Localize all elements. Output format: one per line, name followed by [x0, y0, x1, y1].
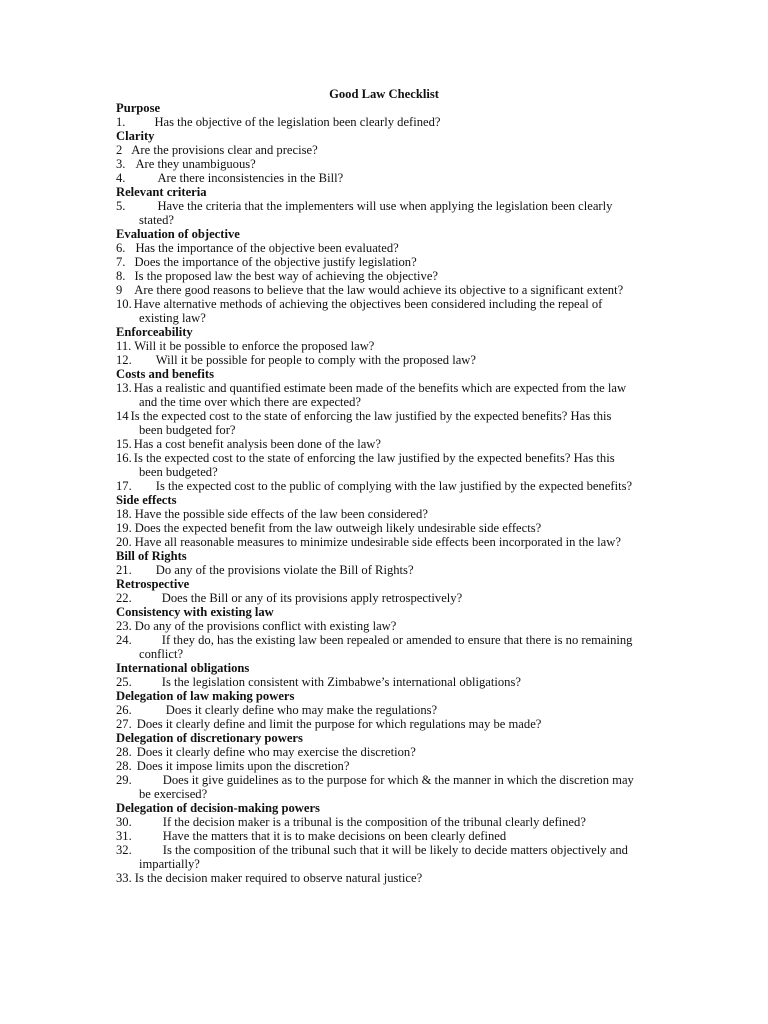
section-heading: Relevant criteria	[116, 185, 207, 199]
item-question: Are they unambiguous?	[135, 157, 256, 171]
item-number: 33.	[116, 871, 132, 885]
item-question: Does the importance of the objective justify legislation?	[134, 255, 417, 269]
item-number: 4.	[116, 171, 126, 185]
item-question: Have the possible side effects of the law been considered?	[134, 507, 428, 521]
section-heading: Costs and benefits	[116, 367, 214, 381]
item-number: 32.	[116, 843, 132, 857]
item-number: 17.	[116, 479, 132, 493]
checklist-item	[116, 507, 656, 521]
item-question: Does it impose limits upon the discretion?	[136, 759, 350, 773]
item-number: 20.	[116, 535, 132, 549]
checklist-item	[116, 535, 656, 549]
item-question: Is the expected cost to the state of enforcing the law justified by the expected benefits? Has this	[130, 409, 612, 423]
section-heading: International obligations	[116, 661, 250, 675]
item-question-continuation: be exercised?	[139, 787, 208, 801]
checklist-item	[116, 563, 656, 577]
checklist-item	[116, 703, 656, 717]
section-heading: Delegation of law making powers	[116, 689, 295, 703]
section-heading: Bill of Rights	[116, 549, 187, 563]
item-question: Does it give guidelines as to the purpose for which & the manner in which the discretion may	[162, 773, 634, 787]
item-question: Does the Bill or any of its provisions apply retrospectively?	[161, 591, 463, 605]
item-number: 1.	[116, 115, 126, 129]
item-number: 16.	[116, 451, 132, 465]
item-number: 11.	[116, 339, 132, 353]
item-number: 28.	[116, 745, 132, 759]
item-question: Do any of the provisions violate the Bill of Rights?	[155, 563, 414, 577]
item-question: Does the expected benefit from the law outweigh likely undesirable side effects?	[134, 521, 542, 535]
item-number: 2	[116, 143, 123, 157]
checklist-item	[116, 717, 656, 731]
item-question: Is the legislation consistent with Zimbabwe’s international obligations?	[161, 675, 521, 689]
section-heading: Retrospective	[116, 577, 190, 591]
checklist-item	[116, 829, 656, 843]
item-number: 25.	[116, 675, 132, 689]
section-heading: Evaluation of objective	[116, 227, 240, 241]
item-question: If they do, has the existing law been repealed or amended to ensure that there is no remaining	[161, 633, 633, 647]
checklist-item	[116, 339, 656, 353]
item-question-continuation: been budgeted for?	[139, 423, 236, 437]
checklist-item	[116, 255, 656, 269]
checklist-item	[116, 283, 656, 297]
checklist-item	[116, 619, 656, 633]
item-number: 24.	[116, 633, 132, 647]
checklist-item	[116, 521, 656, 535]
item-number: 9	[116, 283, 123, 297]
checklist-item	[116, 381, 656, 409]
section-heading: Purpose	[116, 101, 161, 115]
checklist-item	[116, 479, 656, 493]
checklist-item	[116, 759, 656, 773]
section-heading: Consistency with existing law	[116, 605, 274, 619]
item-question: Will it be possible for people to comply with the proposed law?	[155, 353, 476, 367]
item-number: 3.	[116, 157, 126, 171]
item-question: Is the expected cost to the public of complying with the law justified by the expected benefits?	[155, 479, 633, 493]
checklist-item	[116, 171, 656, 185]
section-heading: Clarity	[116, 129, 155, 143]
item-question: Is the expected cost to the state of enforcing the law justified by the expected benefits? Has this	[133, 451, 615, 465]
item-number: 19.	[116, 521, 132, 535]
checklist-item	[116, 451, 656, 479]
item-question-continuation: impartially?	[139, 857, 200, 871]
checklist-item	[116, 745, 656, 759]
checklist-body	[116, 101, 656, 885]
item-question: Are there inconsistencies in the Bill?	[157, 171, 344, 185]
section-heading: Enforceability	[116, 325, 193, 339]
item-question-continuation: and the time over which there are expected?	[139, 395, 362, 409]
checklist-item	[116, 843, 656, 871]
item-number: 26.	[116, 703, 132, 717]
item-question: Is the decision maker required to observe natural justice?	[134, 871, 423, 885]
item-number: 6.	[116, 241, 126, 255]
item-question-continuation: stated?	[139, 213, 174, 227]
checklist-item	[116, 353, 656, 367]
document-title: Good Law Checklist	[329, 87, 439, 101]
item-number: 5.	[116, 199, 126, 213]
item-number: 15.	[116, 437, 132, 451]
item-question: Has a realistic and quantified estimate been made of the benefits which are expected from the law	[133, 381, 627, 395]
item-question: Do any of the provisions conflict with existing law?	[134, 619, 397, 633]
checklist-item	[116, 269, 656, 283]
item-question-continuation: conflict?	[139, 647, 184, 661]
item-question: Is the composition of the tribunal such that it will be likely to decide matters objectively and	[162, 843, 628, 857]
checklist-item	[116, 871, 656, 885]
checklist-item	[116, 297, 656, 325]
item-question-continuation: existing law?	[139, 311, 206, 325]
item-question: Will it be possible to enforce the proposed law?	[134, 339, 375, 353]
checklist-item	[116, 773, 656, 801]
item-question: Has the objective of the legislation been clearly defined?	[154, 115, 441, 129]
item-question-continuation: been budgeted?	[139, 465, 218, 479]
item-question: Has the importance of the objective been evaluated?	[135, 241, 399, 255]
checklist-item	[116, 157, 656, 171]
item-question: Have the criteria that the implementers will use when applying the legislation been clearly	[157, 199, 613, 213]
section-heading: Delegation of decision-making powers	[116, 801, 320, 815]
item-question: Does it clearly define who may exercise the discretion?	[136, 745, 416, 759]
checklist-item	[116, 815, 656, 829]
item-question: Are the provisions clear and precise?	[131, 143, 318, 157]
item-question: Does it clearly define who may make the regulations?	[165, 703, 438, 717]
checklist-item	[116, 633, 656, 661]
item-question: Are there good reasons to believe that the law would achieve its objective to a significant extent?	[134, 283, 624, 297]
item-number: 22.	[116, 591, 132, 605]
item-number: 14	[116, 409, 129, 423]
item-number: 12.	[116, 353, 132, 367]
item-question: Has a cost benefit analysis been done of the law?	[133, 437, 381, 451]
item-question: Does it clearly define and limit the purpose for which regulations may be made?	[136, 717, 542, 731]
checklist-item	[116, 115, 656, 129]
checklist-item	[116, 143, 656, 157]
item-number: 10.	[116, 297, 132, 311]
section-heading: Side effects	[116, 493, 177, 507]
item-question: Have the matters that it is to make decisions on been clearly defined	[162, 829, 507, 843]
item-number: 30.	[116, 815, 132, 829]
item-question: If the decision maker is a tribunal is the composition of the tribunal clearly defined?	[162, 815, 586, 829]
checklist-item	[116, 409, 656, 437]
document-page	[116, 87, 656, 885]
item-question: Is the proposed law the best way of achieving the objective?	[134, 269, 439, 283]
checklist-item	[116, 437, 656, 451]
item-number: 28.	[116, 759, 132, 773]
checklist-item	[116, 675, 656, 689]
item-number: 27.	[116, 717, 132, 731]
checklist-item	[116, 199, 656, 227]
section-heading: Delegation of discretionary powers	[116, 731, 303, 745]
item-number: 7.	[116, 255, 126, 269]
item-number: 23.	[116, 619, 132, 633]
item-number: 8.	[116, 269, 126, 283]
item-number: 29.	[116, 773, 132, 787]
checklist-item	[116, 241, 656, 255]
item-question: Have all reasonable measures to minimize undesirable side effects been incorporated in the law?	[134, 535, 621, 549]
checklist-item	[116, 591, 656, 605]
item-number: 18.	[116, 507, 132, 521]
item-number: 21.	[116, 563, 132, 577]
item-question: Have alternative methods of achieving the objectives been considered including the repeal of	[133, 297, 603, 311]
item-number: 13.	[116, 381, 132, 395]
item-number: 31.	[116, 829, 132, 843]
